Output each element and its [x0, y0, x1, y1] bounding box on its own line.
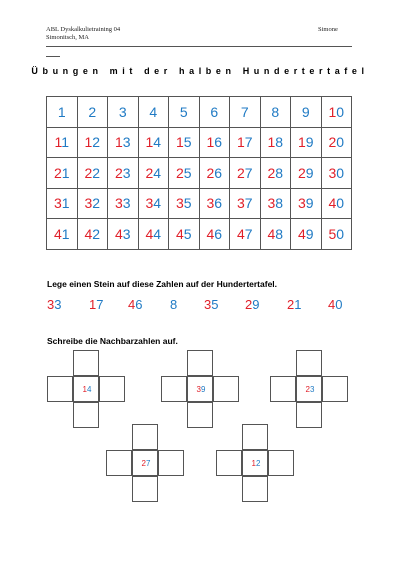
- hundred-table-cell: [199, 219, 230, 250]
- hundred-table-cell: [138, 97, 169, 128]
- hundred-table-cell: [260, 219, 291, 250]
- cross-left-cell[interactable]: [216, 450, 242, 476]
- ones-digit: 9: [252, 297, 260, 312]
- cross-bottom-cell[interactable]: [73, 402, 99, 428]
- ones-digit: 8: [275, 134, 284, 151]
- task1-number: [128, 297, 142, 312]
- neighbor-cross: [161, 350, 239, 428]
- ones-digit: 7: [240, 103, 249, 120]
- ones-digit: 0: [335, 297, 343, 312]
- ones-digit: 5: [183, 195, 192, 212]
- cross-center-cell: [242, 450, 268, 476]
- header-student-name: Simone: [318, 26, 338, 33]
- hundred-table-row: [47, 219, 352, 250]
- ones-digit: 8: [275, 164, 284, 181]
- ones-digit: 7: [244, 164, 253, 181]
- neighbor-cross: [216, 424, 294, 502]
- tens-digit: 4: [84, 225, 93, 242]
- hundred-table-cell: [169, 188, 200, 219]
- task1-number: [47, 297, 61, 312]
- ones-digit: 4: [153, 164, 162, 181]
- task1-number: [89, 297, 103, 312]
- ones-digit: 0: [336, 134, 345, 151]
- tens-digit: 3: [114, 195, 123, 212]
- cross-bottom-cell[interactable]: [242, 476, 268, 502]
- ones-digit: 7: [96, 297, 104, 312]
- tens-digit: 1: [251, 459, 256, 468]
- hundred-table-cell: [291, 188, 322, 219]
- hundred-table: [46, 96, 352, 250]
- hundred-table-cell: [199, 127, 230, 158]
- tens-digit: 2: [141, 459, 146, 468]
- tens-digit: 2: [287, 297, 295, 312]
- cross-bottom-cell[interactable]: [296, 402, 322, 428]
- hundred-table-cell: [138, 127, 169, 158]
- cross-left-cell[interactable]: [270, 376, 296, 402]
- hundred-table-cell: [260, 158, 291, 189]
- task2-instruction: Schreibe die Nachbarzahlen auf.: [47, 336, 178, 346]
- ones-digit: 4: [149, 103, 158, 120]
- ones-digit: 2: [92, 164, 101, 181]
- hundred-table-cell: [260, 188, 291, 219]
- tens-digit: 2: [328, 134, 337, 151]
- ones-digit: 3: [310, 385, 315, 394]
- tens-digit: 4: [328, 297, 336, 312]
- tens-digit: 3: [236, 195, 245, 212]
- ones-digit: 3: [122, 164, 131, 181]
- header-divider: [46, 46, 352, 47]
- hundred-table-cell: [230, 219, 261, 250]
- hundred-table-cell: [77, 219, 108, 250]
- hundred-table-cell: [108, 97, 139, 128]
- ones-digit: 6: [210, 103, 219, 120]
- hundred-table-cell: [321, 219, 352, 250]
- ones-digit: 9: [305, 195, 314, 212]
- hundred-table-cell: [77, 158, 108, 189]
- tens-digit: 3: [267, 195, 276, 212]
- ones-digit: 5: [179, 103, 188, 120]
- hundred-table-cell: [230, 97, 261, 128]
- hundred-table-row: [47, 127, 352, 158]
- tens-digit: 1: [114, 134, 123, 151]
- tens-digit: 2: [305, 385, 310, 394]
- ones-digit: 2: [92, 134, 101, 151]
- cross-center-cell: [296, 376, 322, 402]
- ones-digit: 1: [57, 103, 66, 120]
- hundred-table-cell: [321, 127, 352, 158]
- ones-digit: 5: [183, 225, 192, 242]
- task1-instruction: Lege einen Stein auf diese Zahlen auf der Hundertertafel.: [47, 279, 278, 289]
- cross-top-cell[interactable]: [296, 350, 322, 376]
- tens-digit: 2: [267, 164, 276, 181]
- tens-digit: 2: [236, 164, 245, 181]
- hundred-table-cell: [230, 158, 261, 189]
- hundred-table-cell: [291, 97, 322, 128]
- cross-right-cell[interactable]: [99, 376, 125, 402]
- ones-digit: 9: [305, 164, 314, 181]
- hundred-table-cell: [47, 158, 78, 189]
- hundred-table-cell: [169, 127, 200, 158]
- hundred-table-cell: [47, 127, 78, 158]
- ones-digit: 1: [61, 164, 70, 181]
- cross-right-cell[interactable]: [158, 450, 184, 476]
- ones-digit: 4: [87, 385, 92, 394]
- tens-digit: 2: [145, 164, 154, 181]
- hundred-table-cell: [291, 219, 322, 250]
- ones-digit: 0: [336, 195, 345, 212]
- hundred-table-cell: [108, 188, 139, 219]
- ones-digit: 0: [336, 103, 345, 120]
- ones-digit: 6: [214, 164, 223, 181]
- ones-digit: 3: [122, 195, 131, 212]
- header-divider-short: [46, 56, 60, 57]
- ones-digit: 2: [92, 225, 101, 242]
- ones-digit: 1: [294, 297, 302, 312]
- ones-digit: 3: [118, 103, 127, 120]
- tens-digit: 1: [328, 103, 337, 120]
- cross-right-cell[interactable]: [322, 376, 348, 402]
- ones-digit: 6: [214, 195, 223, 212]
- tens-digit: 4: [175, 225, 184, 242]
- ones-digit: 8: [170, 297, 178, 312]
- cross-top-cell[interactable]: [73, 350, 99, 376]
- hundred-table-cell: [169, 219, 200, 250]
- ones-digit: 8: [271, 103, 280, 120]
- cross-center-cell: [73, 376, 99, 402]
- tens-digit: 2: [297, 164, 306, 181]
- tens-digit: 1: [84, 134, 93, 151]
- hundred-table-cell: [199, 188, 230, 219]
- hundred-table-cell: [199, 97, 230, 128]
- ones-digit: 1: [61, 225, 70, 242]
- hundred-table-cell: [291, 127, 322, 158]
- tens-digit: 4: [297, 225, 306, 242]
- hundred-table-cell: [260, 127, 291, 158]
- cross-bottom-cell[interactable]: [187, 402, 213, 428]
- hundred-table-cell: [108, 158, 139, 189]
- cross-right-cell[interactable]: [213, 376, 239, 402]
- tens-digit: 5: [328, 225, 337, 242]
- hundred-table-cell: [260, 97, 291, 128]
- hundred-table-cell: [169, 158, 200, 189]
- hundred-table-cell: [230, 188, 261, 219]
- tens-digit: 1: [89, 297, 97, 312]
- tens-digit: 3: [328, 164, 337, 181]
- hundred-table-cell: [108, 219, 139, 250]
- tens-digit: 3: [206, 195, 215, 212]
- task1-number: [204, 297, 218, 312]
- cross-left-cell[interactable]: [47, 376, 73, 402]
- tens-digit: 4: [328, 195, 337, 212]
- ones-digit: 9: [305, 225, 314, 242]
- ones-digit: 0: [336, 164, 345, 181]
- tens-digit: 2: [114, 164, 123, 181]
- ones-digit: 9: [305, 134, 314, 151]
- tens-digit: 1: [297, 134, 306, 151]
- cross-top-cell[interactable]: [187, 350, 213, 376]
- hundred-table-cell: [47, 188, 78, 219]
- cross-top-cell[interactable]: [132, 424, 158, 450]
- tens-digit: 3: [84, 195, 93, 212]
- task1-number: [245, 297, 259, 312]
- tens-digit: 3: [145, 195, 154, 212]
- ones-digit: 2: [92, 195, 101, 212]
- hundred-table-cell: [77, 188, 108, 219]
- ones-digit: 1: [61, 195, 70, 212]
- ones-digit: 8: [275, 225, 284, 242]
- ones-digit: 3: [122, 134, 131, 151]
- hundred-table-cell: [199, 158, 230, 189]
- ones-digit: 7: [244, 225, 253, 242]
- ones-digit: 5: [183, 164, 192, 181]
- neighbor-cross: [47, 350, 125, 428]
- task1-number: [170, 297, 177, 312]
- hundred-table-cell: [108, 127, 139, 158]
- ones-digit: 7: [244, 134, 253, 151]
- ones-digit: 3: [122, 225, 131, 242]
- ones-digit: 1: [61, 134, 70, 151]
- cross-center-cell: [132, 450, 158, 476]
- tens-digit: 2: [206, 164, 215, 181]
- tens-digit: 2: [245, 297, 253, 312]
- tens-digit: 3: [175, 195, 184, 212]
- tens-digit: 1: [54, 134, 62, 151]
- hundred-table-cell: [321, 158, 352, 189]
- ones-digit: 9: [201, 385, 206, 394]
- tens-digit: 1: [206, 134, 215, 151]
- tens-digit: 1: [145, 134, 154, 151]
- hundred-table-row: [47, 97, 352, 128]
- cross-center-number: [188, 377, 214, 403]
- hundred-table-cell: [77, 97, 108, 128]
- tens-digit: 1: [236, 134, 245, 151]
- hundred-table-cell: [291, 158, 322, 189]
- hundred-table-row: [47, 188, 352, 219]
- cross-bottom-cell[interactable]: [132, 476, 158, 502]
- hundred-table-cell: [230, 127, 261, 158]
- ones-digit: 7: [244, 195, 253, 212]
- cross-center-number: [74, 377, 100, 403]
- cross-top-cell[interactable]: [242, 424, 268, 450]
- task1-number: [287, 297, 301, 312]
- neighbor-cross: [270, 350, 348, 428]
- hundred-table-cell: [47, 97, 78, 128]
- tens-digit: 2: [175, 164, 184, 181]
- tens-digit: 4: [206, 225, 215, 242]
- cross-right-cell[interactable]: [268, 450, 294, 476]
- header-author: Simonitsch, MA: [46, 34, 89, 41]
- ones-digit: 6: [214, 225, 223, 242]
- hundred-table-cell: [321, 188, 352, 219]
- hundred-table-row: [47, 158, 352, 189]
- ones-digit: 3: [54, 297, 62, 312]
- tens-digit: 3: [204, 297, 212, 312]
- cross-left-cell[interactable]: [106, 450, 132, 476]
- cross-center-number: [243, 451, 269, 477]
- cross-center-number: [297, 377, 323, 403]
- ones-digit: 8: [275, 195, 284, 212]
- ones-digit: 9: [301, 103, 310, 120]
- header-course: ABL Dyskalkulietraining 04: [46, 26, 121, 33]
- ones-digit: 4: [153, 195, 162, 212]
- hundred-table-cell: [138, 188, 169, 219]
- tens-digit: 3: [53, 195, 62, 212]
- tens-digit: 3: [196, 385, 201, 394]
- page-title: Übungen mit der halben Hundertertafel: [31, 66, 369, 76]
- tens-digit: 4: [267, 225, 276, 242]
- hundred-table-cell: [47, 219, 78, 250]
- ones-digit: 4: [153, 134, 162, 151]
- cross-left-cell[interactable]: [161, 376, 187, 402]
- ones-digit: 7: [146, 459, 151, 468]
- tens-digit: 4: [145, 225, 154, 242]
- ones-digit: 6: [214, 134, 223, 151]
- tens-digit: 4: [114, 225, 123, 242]
- tens-digit: 3: [47, 297, 55, 312]
- ones-digit: 5: [211, 297, 219, 312]
- tens-digit: 1: [175, 134, 184, 151]
- hundred-table-cell: [169, 97, 200, 128]
- task1-number: [328, 297, 342, 312]
- tens-digit: 4: [53, 225, 62, 242]
- tens-digit: 2: [84, 164, 93, 181]
- cross-center-cell: [187, 376, 213, 402]
- tens-digit: 2: [53, 164, 62, 181]
- cross-center-number: [133, 451, 159, 477]
- ones-digit: 5: [183, 134, 192, 151]
- hundred-table-cell: [321, 97, 352, 128]
- ones-digit: 2: [88, 103, 97, 120]
- ones-digit: 4: [153, 225, 162, 242]
- neighbor-cross: [106, 424, 184, 502]
- hundred-table-cell: [77, 127, 108, 158]
- tens-digit: 3: [297, 195, 306, 212]
- ones-digit: 2: [256, 459, 261, 468]
- tens-digit: 4: [236, 225, 245, 242]
- tens-digit: 4: [128, 297, 136, 312]
- hundred-table-cell: [138, 158, 169, 189]
- ones-digit: 6: [135, 297, 143, 312]
- tens-digit: 1: [82, 385, 87, 394]
- hundred-table-cell: [138, 219, 169, 250]
- tens-digit: 1: [267, 134, 276, 151]
- ones-digit: 0: [336, 225, 345, 242]
